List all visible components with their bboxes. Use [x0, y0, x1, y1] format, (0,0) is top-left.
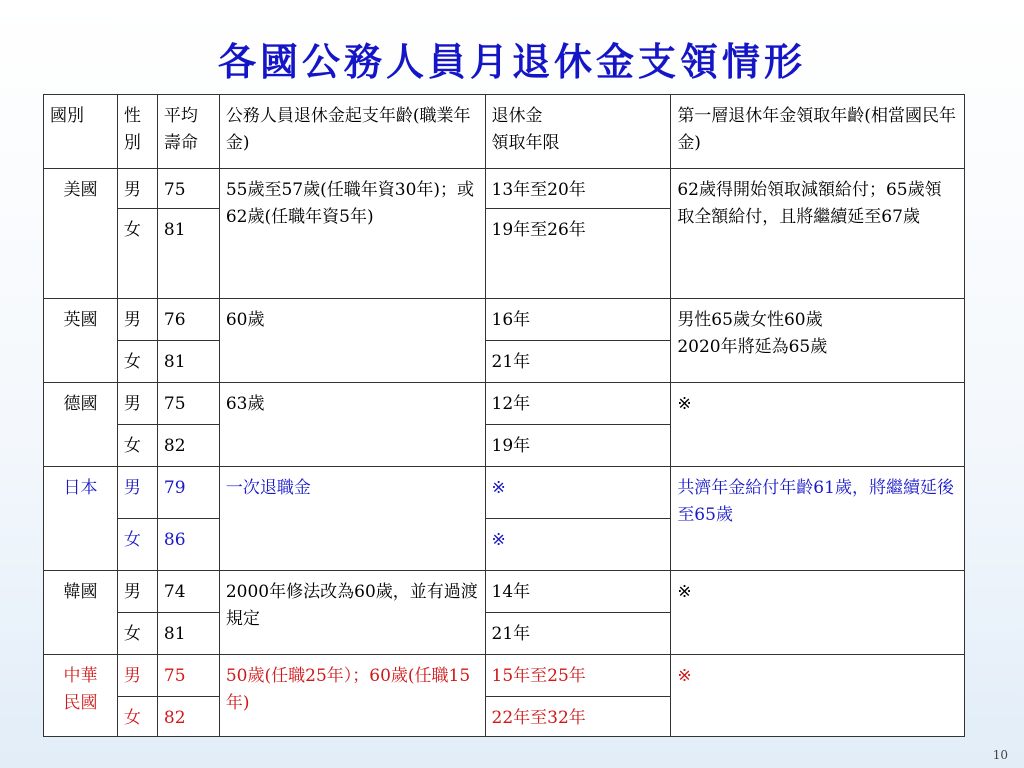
life-cell: 75 [157, 383, 219, 425]
duration-cell: 21年 [485, 341, 671, 383]
life-cell: 74 [157, 571, 219, 613]
gender-cell: 男 [117, 467, 157, 519]
duration-cell: 13年至20年 [485, 169, 671, 209]
country-cell-usa: 美國 [44, 169, 118, 299]
life-cell: 75 [157, 169, 219, 209]
table-row-usa-male [44, 169, 965, 209]
gender-cell: 男 [117, 169, 157, 209]
duration-cell: 21年 [485, 613, 671, 655]
duration-cell: ※ [485, 519, 671, 571]
start-age-cell-germany: 63歲 [219, 383, 485, 467]
header-life-expectancy: 平均 壽命 [157, 95, 219, 169]
life-cell: 75 [157, 655, 219, 697]
first-tier-cell-usa: 62歲得開始領取減額給付；65歲領取全額給付，且將繼續延至67歲 [671, 169, 965, 299]
country-cell-germany: 德國 [44, 383, 118, 467]
duration-cell: 19年 [485, 425, 671, 467]
duration-cell: ※ [485, 467, 671, 519]
first-tier-cell-japan: 共濟年金給付年齡61歲，將繼續延後至65歲 [671, 467, 965, 571]
header-gender: 性 別 [117, 95, 157, 169]
duration-cell: 22年至32年 [485, 697, 671, 737]
gender-cell: 男 [117, 571, 157, 613]
start-age-cell-usa: 55歲至57歲(任職年資30年)；或62歲(任職年資5年) [219, 169, 485, 299]
country-cell-korea: 韓國 [44, 571, 118, 655]
gender-cell: 女 [117, 425, 157, 467]
duration-cell: 14年 [485, 571, 671, 613]
first-tier-cell-roc: ※ [671, 655, 965, 737]
life-cell: 81 [157, 209, 219, 299]
start-age-cell-uk: 60歲 [219, 299, 485, 383]
table-row-roc-male [44, 655, 965, 697]
duration-cell: 16年 [485, 299, 671, 341]
table-row-japan-male [44, 467, 965, 519]
country-cell-roc: 中華 民國 [44, 655, 118, 737]
header-duration: 退休金 領取年限 [485, 95, 671, 169]
first-tier-cell-germany: ※ [671, 383, 965, 467]
duration-cell: 15年至25年 [485, 655, 671, 697]
start-age-cell-korea: 2000年修法改為60歲，並有過渡規定 [219, 571, 485, 655]
life-cell: 82 [157, 425, 219, 467]
gender-cell: 男 [117, 383, 157, 425]
gender-cell: 男 [117, 655, 157, 697]
table-row-uk-male [44, 299, 965, 341]
first-tier-cell-uk: 男性65歲女性60歲 2020年將延為65歲 [671, 299, 965, 383]
life-cell: 81 [157, 613, 219, 655]
country-cell-japan: 日本 [44, 467, 118, 571]
header-country: 國別 [44, 95, 118, 169]
slide-title: 各國公務人員月退休金支領情形 [217, 39, 806, 84]
gender-cell: 女 [117, 613, 157, 655]
life-cell: 76 [157, 299, 219, 341]
header-first-tier: 第一層退休年金領取年齡(相當國民年金) [671, 95, 965, 169]
start-age-cell-japan: 一次退職金 [219, 467, 485, 571]
gender-cell: 女 [117, 697, 157, 737]
table-header-row [44, 95, 965, 169]
gender-cell: 男 [117, 299, 157, 341]
table-row-germany-male [44, 383, 965, 425]
duration-cell: 12年 [485, 383, 671, 425]
start-age-cell-roc: 50歲(任職25年）；60歲(任職15年) [219, 655, 485, 737]
life-cell: 82 [157, 697, 219, 737]
header-start-age: 公務人員退休金起支年齡(職業年金) [219, 95, 485, 169]
gender-cell: 女 [117, 519, 157, 571]
first-tier-cell-korea: ※ [671, 571, 965, 655]
table-row-korea-male [44, 571, 965, 613]
duration-cell: 19年至26年 [485, 209, 671, 299]
page-number: 10 [992, 748, 1008, 762]
gender-cell: 女 [117, 341, 157, 383]
pension-table [43, 94, 965, 737]
gender-cell: 女 [117, 209, 157, 299]
life-cell: 81 [157, 341, 219, 383]
country-cell-uk: 英國 [44, 299, 118, 383]
life-cell: 79 [157, 467, 219, 519]
life-cell: 86 [157, 519, 219, 571]
